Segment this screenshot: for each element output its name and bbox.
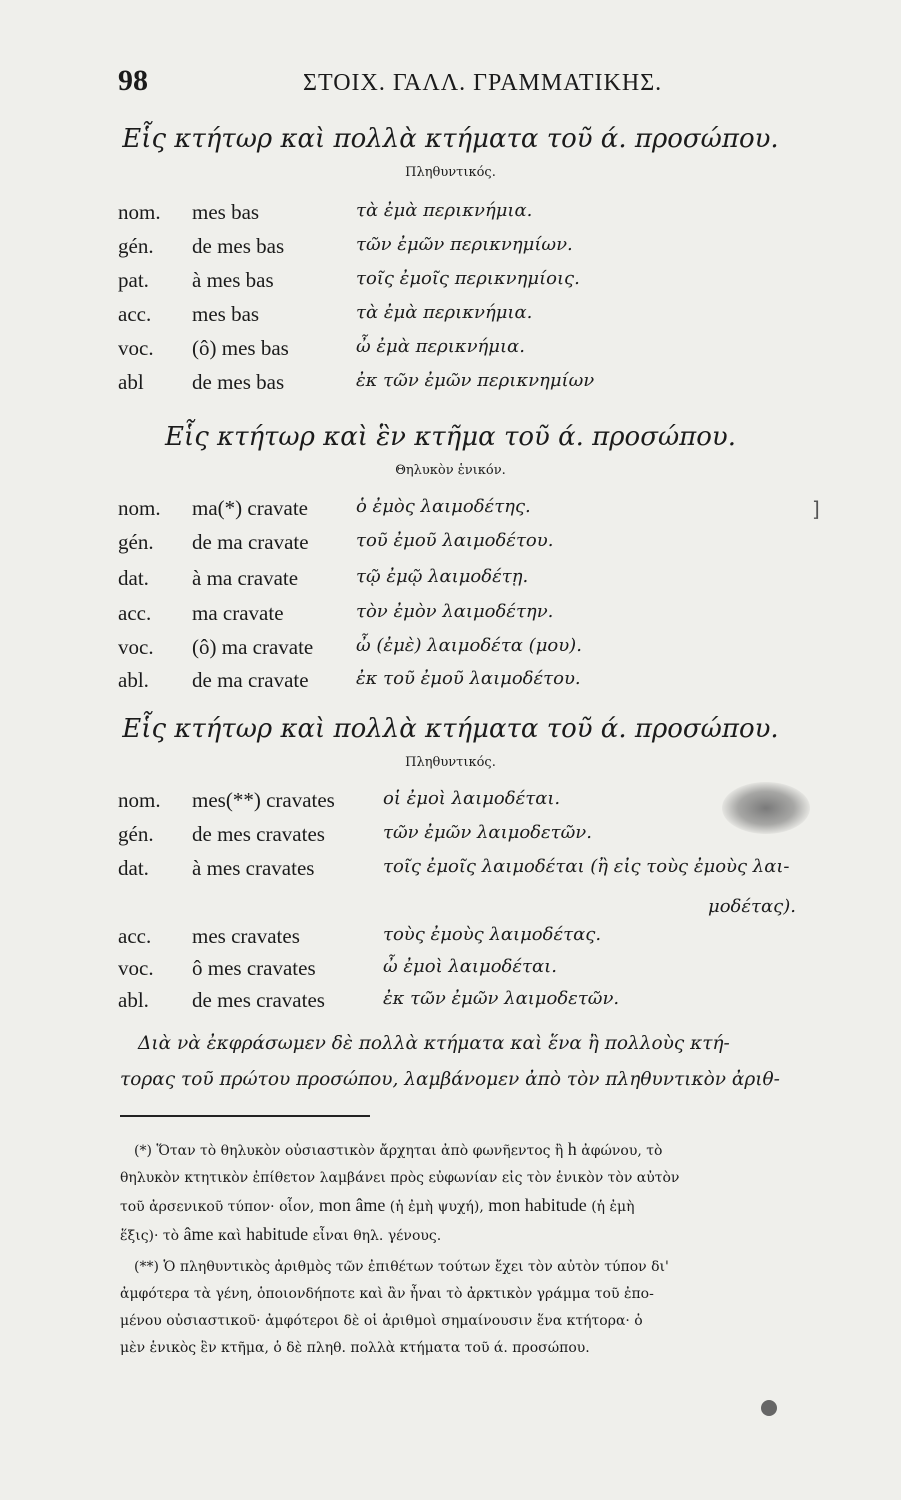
greek-form-continuation: μοδέτας). — [708, 896, 796, 917]
greek-form: ὦ (ἐμὲ) λαιμοδέτα (μου). — [356, 635, 582, 656]
margin-bracket-mark: ] — [812, 497, 820, 521]
case-label: dat. — [118, 856, 149, 880]
footnote-text: (ἡ ἐμὴ — [591, 1199, 635, 1215]
page-header — [118, 64, 758, 104]
french-form: à mes cravates — [192, 856, 315, 880]
greek-form: τοῦ ἐμοῦ λαιμοδέτου. — [356, 530, 554, 551]
french-form: mes(**) cravates — [192, 788, 335, 812]
french-form: mes bas — [192, 302, 260, 326]
greek-form: τῶν ἐμῶν λαιμοδετῶν. — [383, 822, 592, 843]
footnote-latin-text: h — [567, 1139, 577, 1159]
footnote-line — [120, 1221, 840, 1250]
french-form: (ô) ma cravate — [192, 635, 314, 659]
case-label: voc. — [118, 635, 154, 659]
french-form: mes bas — [192, 200, 260, 224]
footnote-latin-text: mon âme — [318, 1195, 386, 1215]
footnote-line: μὲν ἑνικὸς ἓν κτῆμα, ὁ δὲ πληθ. πολλὰ κτήματα τοῦ ά. προσώπου. — [120, 1340, 590, 1356]
greek-form: τοῖς ἐμοῖς περικνημίοις. — [356, 268, 580, 289]
footnote-text: καὶ — [217, 1228, 242, 1244]
greek-form: ἐκ τῶν ἐμῶν περικνημίων — [356, 370, 595, 391]
footnote-line — [120, 1192, 840, 1221]
case-label: dat. — [118, 566, 149, 590]
french-form: de ma cravate — [192, 530, 309, 554]
footnote-text: εἶναι θηλ. γένους. — [312, 1228, 442, 1244]
footnote-line: θηλυκὸν κτητικὸν ἐπίθετον λαμβάνει πρὸς εὐφωνίαν εἰς τὸν ἑνικὸν τὸν αὐτὸν — [120, 1170, 680, 1186]
section-title: Εἷς κτήτωρ καὶ πολλὰ κτήματα τοῦ ά. προσώπου. — [122, 714, 779, 744]
ink-smudge — [722, 782, 810, 834]
case-label: abl. — [118, 668, 149, 692]
greek-form: ἐκ τοῦ ἐμοῦ λαιμοδέτου. — [356, 668, 581, 689]
section-subtitle: Θηλυκὸν ἑνικόν. — [395, 463, 506, 478]
body-paragraph — [120, 1026, 840, 1098]
case-label: gén. — [118, 234, 154, 258]
french-form: ô mes cravates — [192, 956, 316, 980]
footnote-rule — [120, 1115, 370, 1117]
footnote-2 — [120, 1254, 840, 1362]
greek-form: τῷ ἐμῷ λαιμοδέτῃ. — [356, 566, 529, 587]
greek-form: ὦ ἐμοὶ λαιμοδέται. — [383, 956, 557, 977]
case-label: nom. — [118, 496, 161, 520]
footnote-1 — [120, 1136, 840, 1250]
case-label: nom. — [118, 200, 161, 224]
footnote-line — [120, 1136, 840, 1165]
greek-form: τοῖς ἐμοῖς λαιμοδέται (ἢ εἰς τοὺς ἐμοὺς λαι- — [383, 856, 790, 877]
footnote-text: ἀφώνου, τὸ — [581, 1143, 663, 1159]
case-label: gén. — [118, 822, 154, 846]
french-form: de mes cravates — [192, 822, 325, 846]
section-subtitle: Πληθυντικός. — [405, 165, 496, 180]
greek-form: ὁ ἐμὸς λαιμοδέτης. — [356, 496, 531, 517]
case-label: nom. — [118, 788, 161, 812]
case-label: voc. — [118, 336, 154, 360]
greek-form: ἐκ τῶν ἐμῶν λαιμοδετῶν. — [383, 988, 620, 1009]
section-subtitle: Πληθυντικός. — [405, 755, 496, 770]
case-label: acc. — [118, 924, 152, 948]
ink-spot — [761, 1400, 777, 1416]
footnote-text: ἕξις)· τὸ — [120, 1228, 180, 1244]
footnote-latin-text: habitude — [246, 1224, 309, 1244]
greek-form: τοὺς ἐμοὺς λαιμοδέτας. — [383, 924, 602, 945]
french-form: de mes bas — [192, 370, 285, 394]
footnote-line: ἀμφότερα τὰ γένη, ὁποιονδήποτε καὶ ἂν ἦναι τὸ ἀρκτικὸν γράμμα τοῦ ἐπο- — [120, 1286, 654, 1302]
french-form: de mes bas — [192, 234, 285, 258]
french-form: à mes bas — [192, 268, 274, 292]
case-label: gén. — [118, 530, 154, 554]
greek-form: ὦ ἐμὰ περικνήμια. — [356, 336, 525, 357]
greek-form: τὰ ἐμὰ περικνήμια. — [356, 302, 533, 323]
french-form: ma(*) cravate — [192, 496, 309, 520]
greek-form: τὸν ἐμὸν λαιμοδέτην. — [356, 601, 554, 622]
footnote-line: (**) Ὁ πληθυντικὸς ἀριθμὸς τῶν ἐπιθέτων τούτων ἔχει τὸν αὐτὸν τύπον δι' — [134, 1259, 669, 1275]
greek-form: οἱ ἐμοὶ λαιμοδέται. — [383, 788, 561, 809]
french-form: de ma cravate — [192, 668, 309, 692]
case-label: voc. — [118, 956, 154, 980]
section-title: Εἷς κτήτωρ καὶ ἓν κτῆμα τοῦ ά. προσώπου. — [165, 422, 736, 452]
footnote-latin-text: mon habitude — [488, 1195, 587, 1215]
section-title: Εἷς κτήτωρ καὶ πολλὰ κτήματα τοῦ ά. προσώπου. — [122, 124, 779, 154]
french-form: mes cravates — [192, 924, 300, 948]
footnote-latin-text: âme — [183, 1224, 214, 1244]
case-label: abl. — [118, 988, 149, 1012]
french-form: ma cravate — [192, 601, 284, 625]
greek-form: τῶν ἐμῶν περικνημίων. — [356, 234, 573, 255]
paragraph-line: τορας τοῦ πρώτου προσώπου, λαμβάνομεν ἀπὸ τὸν πληθυντικὸν ἀριθ- — [120, 1069, 780, 1090]
footnote-text: τοῦ ἀρσενικοῦ τύπον· οἷον, — [120, 1199, 315, 1215]
case-label: pat. — [118, 268, 149, 292]
case-label: acc. — [118, 601, 152, 625]
footnote-text: (*) Ὅταν τὸ θηλυκὸν οὐσιαστικὸν ἄρχηται ἀπὸ φωνῆεντος ἢ — [134, 1143, 564, 1159]
footnote-text: (ἡ ἐμὴ ψυχή), — [389, 1199, 484, 1215]
running-title: ΣΤΟΙΧ. ΓΑΛΛ. ΓΡΑΜΜΑΤΙΚΗΣ. — [303, 70, 663, 96]
french-form: de mes cravates — [192, 988, 325, 1012]
case-label: acc. — [118, 302, 152, 326]
footnote-line: μένου οὐσιαστικοῦ· ἀμφότεροι δὲ οἱ ἀριθμοὶ σημαίνουσιν ἕνα κτήτορα· ὁ — [120, 1313, 643, 1329]
greek-form: τὰ ἐμὰ περικνήμια. — [356, 200, 533, 221]
french-form: (ô) mes bas — [192, 336, 289, 360]
paragraph-line: Διὰ νὰ ἐκφράσωμεν δὲ πολλὰ κτήματα καὶ ἕνα ἢ πολλοὺς κτή- — [138, 1033, 730, 1054]
page-number: 98 — [118, 64, 148, 97]
french-form: à ma cravate — [192, 566, 299, 590]
case-label: abl — [118, 370, 144, 394]
